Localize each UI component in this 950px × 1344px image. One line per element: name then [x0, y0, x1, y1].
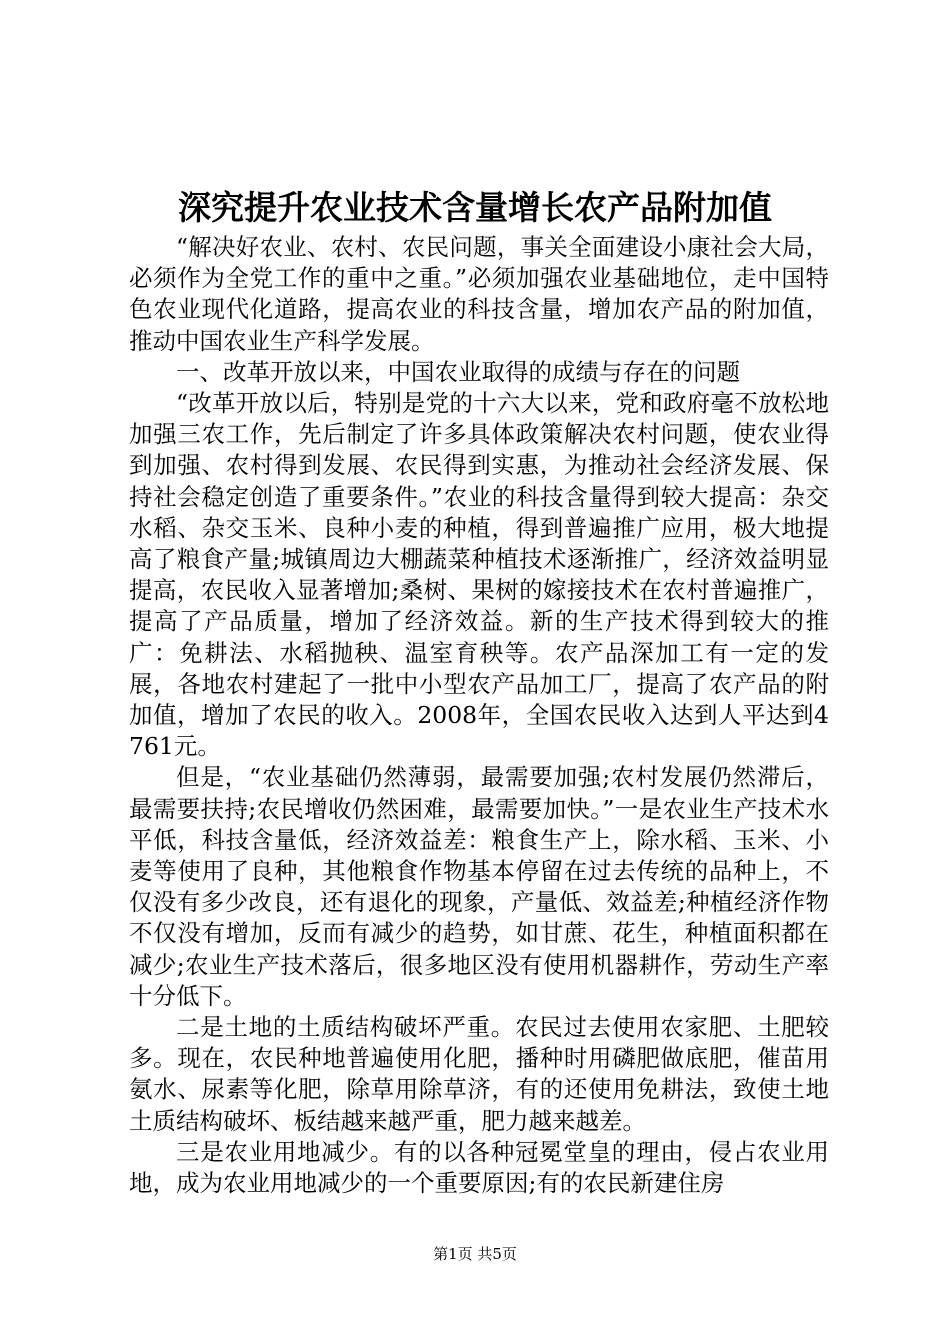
paragraph-intro: “解决好农业、农村、农民问题，事关全面建设小康社会大局，必须作为全党工作的重中之重。”必须加强农业基础地位，走中国特色农业现代化道路，提高农业的科技含量，增加农产品的附加值，推动中国农业生产科学发展。	[129, 233, 829, 355]
section-heading-1: 一、改革开放以来，中国农业取得的成绩与存在的问题	[176, 357, 740, 386]
paragraph-problems: 但是，“农业基础仍然薄弱，最需要加强;农村发展仍然滞后，最需要扶持;农民增收仍然困难，最需要加快。”一是农业生产技术水平低，科技含量低，经济效益差：粮食生产上，除水稻、玉米、小麦等使用了良种，其他粮食作物基本停留在过去传统的品种上，不仅没有多少改良，还有退化的现象，产量低、效益差;种植经济作物不仅没有增加，反而有减少的趋势，如甘蔗、花生，种植面积都在减少;农业生产技术落后，很多地区没有使用机器耕作，劳动生产率十分低下。	[129, 763, 829, 1010]
paragraph-achievements: “改革开放以后，特别是党的十六大以来，党和政府毫不放松地加强三农工作，先后制定了许多具体政策解决农村问题，使农业得到加强、农村得到发展、农民得到实惠，为推动社会经济发展、保持社会稳定创造了重要条件。”农业的科技含量得到较大提高：杂交水稻、杂交玉米、良种小麦的种植，得到普遍推广应用，极大地提高了粮食产量;城镇周边大棚蔬菜种植技术逐渐推广，经济效益明显提高，农民收入显著增加;桑树、果树的嫁接技术在农村普遍推广，提高了产品质量，增加了经济效益。新的生产技术得到较大的推广：免耕法、水稻抛秧、温室育秧等。农产品深加工有一定的发展，各地农村建起了一批中小型农产品加工厂，提高了农产品的附加值，增加了农民的收入。2008年，全国农民收入达到人平达到4761元。	[129, 389, 829, 761]
document-body	[129, 232, 829, 1199]
paragraph-land-use: 三是农业用地减少。有的以各种冠冕堂皇的理由，侵占农业用地，成为农业用地减少的一个重要原因;有的农民新建住房	[129, 1137, 829, 1198]
document-title: 深究提升农业技术含量增长农产品附加值	[178, 188, 772, 227]
page-footer: 第1页 共5页	[433, 1245, 517, 1263]
paragraph-soil: 二是土地的土质结构破坏严重。农民过去使用农家肥、土肥较多。现在，农民种地普遍使用化肥，播种时用磷肥做底肥，催苗用氨水、尿素等化肥，除草用除草济，有的还使用免耕法，致使土地土质结构破坏、板结越来越严重，肥力越来越差。	[129, 1013, 829, 1135]
